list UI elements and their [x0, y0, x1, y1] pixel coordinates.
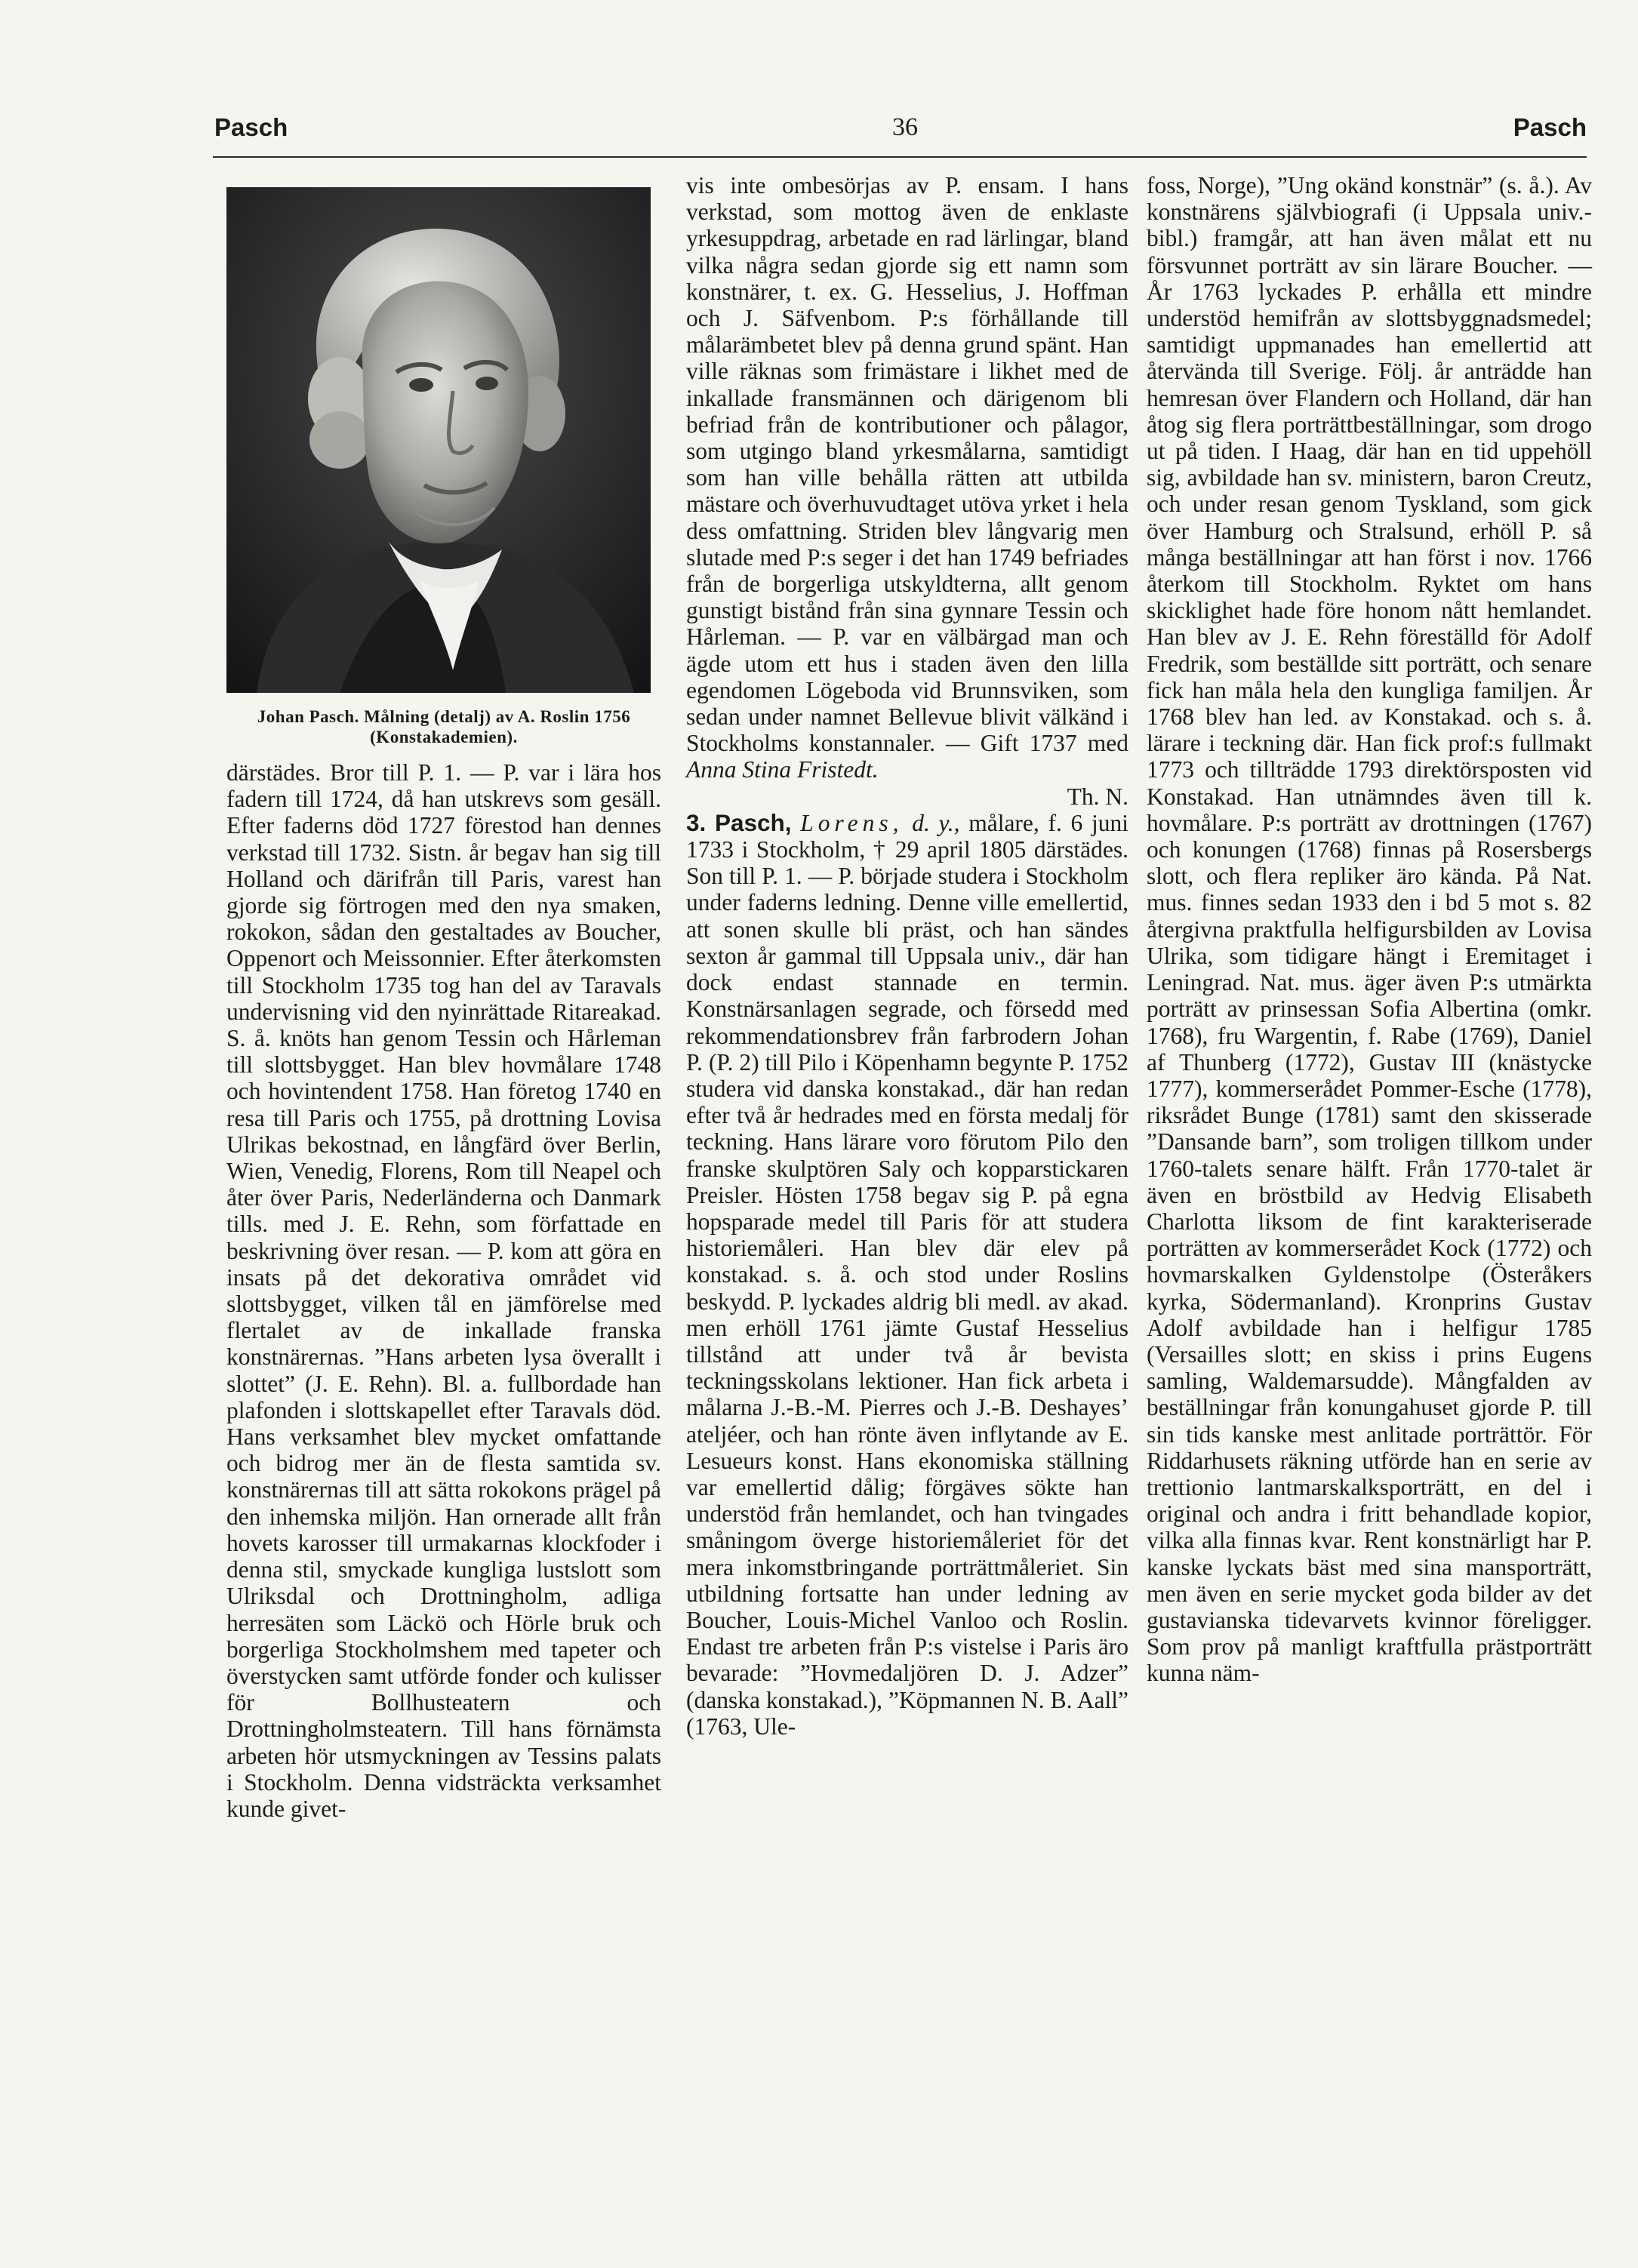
column-1-text: därstädes. Bror till P. 1. — P. var i lära hos fadern till 1724, då han utskrevs som gesäll. Efter faderns död 1727 förestod han dennes verkstad till 1732. Sistn. år begav han sig till Holland och därifrån till Paris, varest han gjorde sig förtrogen med den nya smaken, rokokon, sådan den gestaltades av Boucher, Oppenort och Meissonnier. Efter återkomsten till Stockholm 1735 tog han del av Taravals undervisning vid den nyinrättade Ritareakad. S. å. knöts han genom Tessin och Hårleman till slottsbygget. Han blev hovmålare 1748 och hovintendent 1758. Han företog 1740 en resa till Paris och 1755, på drottning Lovisa Ulrikas bekostnad, en långfärd över Berlin, Wien, Venedig, Florens, Rom till Neapel och åter över Paris, Nederländerna och Danmark tills. med J. E. Rehn, som författade en beskrivning över resan. — P. kom att göra en insats på det dekorativa området vid slottsbygget, vilken tål en jämförelse med flertalet av de inkallade franska konstnärernas. ”Hans arbeten lysa överallt i slottet” (J. E. Rehn). Bl. a. fullbordade han plafonden i slottskapellet efter Taravals död. Hans verksamhet blev mycket omfattande och bidrog mer än de flesta samtida sv. konstnärernas till att sätta rokokons prägel på den inhemska miljön. Han ornerade allt från hovets karosser till urmakarnas klockfoder i denna stil, smyckade kungliga lustslott som Ulriksdal och Drottningholm, adliga herresäten som Läckö och Hörle bruk och borgerliga Stockholmshem med tapeter och överstycken samt utförde fonder och kulisser för Bollhusteatern och Drottningholmsteatern. Till hans förnämsta arbeten hör utsmyckningen av Tessins palats i Stockholm. Denna vidsträckta verksamhet kunde givet- [226, 759, 661, 1822]
caption-name: Johan Pasch. [257, 707, 359, 726]
entry-given-name: Lorens, [800, 809, 904, 836]
running-head-right: Pasch [1513, 113, 1587, 141]
running-head [213, 113, 1587, 158]
portrait-caption [226, 706, 661, 747]
portrait-image [226, 187, 651, 693]
author-signature: Th. N. [1067, 783, 1128, 810]
running-head-left: Pasch [214, 113, 288, 141]
caption-text: Målning (detalj) av A. Roslin 1756 (Konstakademien). [364, 707, 631, 746]
entry-number: 3. [686, 808, 707, 836]
entry-3 [686, 810, 1128, 1740]
column-1 [226, 172, 661, 1822]
column-3 [1147, 172, 1592, 1687]
header-rule [213, 156, 1587, 158]
column-2 [686, 172, 1128, 1740]
portrait-painting-icon [226, 187, 651, 693]
entry-suffix: d. y., [912, 809, 960, 836]
column-2-text-a: vis inte ombesörjas av P. ensam. I hans verkstad, som mottog även de enklaste yrkesuppdrag, arbetade en rad lärlingar, bland vilka några sedan gjorde sig ett namn som konstnärer, t. ex. G. Hesselius, J. Hoffman och J. Säfvenbom. P:s förhållande till målarämbetet blev på denna grund spänt. Han ville räknas som frimästare i likhet med de inkallade fransmännen och därigenom bli befriad från de kontributioner och pålagor, som utgingo bland yrkesmålarna, samtidigt som han ville behålla rätten att utbilda mästare och överhuvudtaget utöva yrket i hela dess omfattning. Striden blev långvarig men slutade med P:s seger i det han 1749 befriades från de borgerliga utskyldterna, allt genom gunstigt bistånd från sina gynnare Tessin och Hårleman. — P. var en välbärgad man och ägde utom ett hus i staden även den lilla egendomen Lögeboda vid Brunnsviken, som sedan under namnet Bellevue blivit välkänd i Stockholms konstannaler. — Gift 1737 med [686, 172, 1128, 757]
column-2-text-b: målare, f. 6 juni 1733 i Stockholm, † 29 april 1805 därstädes. Son till P. 1. — P. började studera i Stockholm under faderns ledning. Denne ville emellertid, att sonen skulle bli präst, och han sändes sexton år gammal till Uppsala univ., där han dock endast stannade en termin. Konstnärsanlagen segrade, och försedd med rekommendationsbrev från farbrodern Johan P. (P. 2) till Pilo i Köpenhamn begynte P. 1752 studera vid danska konstakad., där han redan efter två år hedrades med en första medalj för teckning. Hans lärare voro förutom Pilo den franske skulptören Saly och kopparstickaren Preisler. Hösten 1758 begav sig P. på egna hopsparade medel till Paris för att studera historiemåleri. Han blev där elev på konstakad. s. å. och stod under Roslins beskydd. P. lyckades aldrig bli medl. av akad. men erhöll 1761 jämte Gustaf Hesselius tillstånd att under två år bevista teckningsskolans lektioner. Han fick arbeta i målarna J.-B.-M. Pierres och J.-B. Deshayes’ ateljéer, och han rönte även inflytande av E. Lesueurs konst. Hans ekonomiska ställning var emellertid dålig; förgäves sökte han understöd från hemlandet, och han tvingades småningom överge historiemåleriet för det mera inkomstbringande porträttmåleriet. Sin utbildning fortsatte han under ledning av Boucher, Louis-Michel Vanloo och Roslin. Endast tre arbeten från P:s vistelse i Paris äro bevarade: ”Hovmedaljören D. J. Adzer” (danska konstakad.), ”Köpmannen N. B. Aall” (1763, Ule- [686, 809, 1129, 1740]
entry-surname: Pasch, [714, 808, 792, 836]
column-3-text: foss, Norge), ”Ung okänd konstnär” (s. å.). Av konstnärens självbiografi (i Uppsala univ.-bibl.) framgår, att han även målat ett nu försvunnet porträtt av sin lärare Boucher. — År 1763 lyckades P. erhålla ett mindre understöd hemifrån av slottsbyggnadsmedel; samtidigt uppmanades han emellertid att återvända till Sverige. Följ. år anträdde han hemresan över Flandern och Holland, där han åtog sig flera porträttbeställningar, som drogo ut på tiden. I Haag, där han en tid uppehöll sig, avbildade han sv. ministern, baron Creutz, och under resan genom Tyskland, som gick över Hamburg och Stralsund, erhöll P. så många beställningar att han först i nov. 1766 återkom till Stockholm. Ryktet om hans skicklighet hade före honom nått hemlandet. Han blev av J. E. Rehn föreställd för Adolf Fredrik, som beställde sitt porträtt, och senare fick han måla hela den kungliga familjen. År 1768 blev han led. av Konstakad. och s. å. lärare i teckning där. Han fick prof:s fullmakt 1773 och tillträdde 1793 direktörsposten vid Konstakad. Han utnämndes även till k. hovmålare. P:s porträtt av drottningen (1767) och konungen (1768) finnas på Rosersbergs slott, och flera repliker äro kända. På Nat. mus. finnes sedan 1933 den i bd 5 mot s. 82 återgivna praktfulla helfigursbilden av Lovisa Ulrika, som tidigare hängt i Eremitaget i Leningrad. Nat. mus. äger även P:s utmärkta porträtt av prinsessan Sofia Albertina (omkr. 1768), fru Wargentin, f. Rabe (1769), Daniel af Thunberg (1772), Gustav III (knästycke 1777), kommerserådet Pommer-Esche (1778), riksrådet Bunge (1781) samt den skisserade ”Dansande barn”, som troligen tillkom under 1760-talets senare hälft. Från 1770-talet är även en bröstbild av Hedvig Elisabeth Charlotta liksom de fint karakteriserade porträtten av kommerserådet Kock (1772) och hovmarskalken Gyldenstolpe (Österåkers kyrka, Södermanland). Kronprins Gustav Adolf avbildade han i helfigur 1785 (Versailles slott; en skiss i prins Eugens samling, Waldemarsudde). Mångfalden av beställningar från konungahuset gjorde P. till sin tids kanske mest anlitade porträttör. För Riddarhusets räkning utförde han en serie av trettionio lantmarskalksporträtt, en del i original och andra i fritt behandlade kopior, vilka alla finnas kvar. Rent konstnärligt har P. kanske lyckats bäst med sina mansporträtt, men även en serie mycket goda bilder av det gustavianska tidevarvets kvinnor föreligger. Som prov på manligt kraftfulla prästporträtt kunna näm- [1147, 172, 1592, 1687]
page-number: 36 [892, 113, 918, 141]
spouse-name: Anna Stina Fristedt. [686, 756, 879, 783]
